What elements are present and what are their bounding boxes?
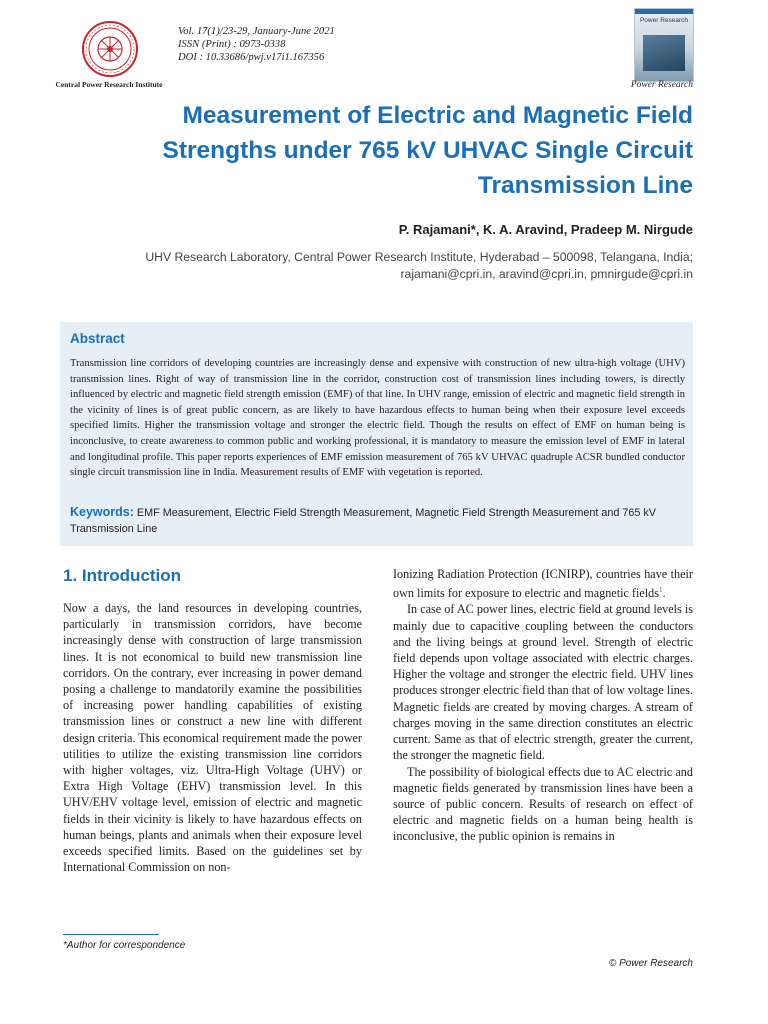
issn-info: ISSN (Print) : 0973-0338: [178, 39, 286, 50]
paragraph: In case of AC power lines, electric field at ground levels is mainly due to capacitive coupling between the conductors and the living beings at ground level. Strength of electric field depends upon voltage associated with electric charges. Higher the voltage and stronger the electric field. UHV lines produces stronger electric field than that of low voltage lines. Magnetic fields are created by moving charges. A stream of charges moving in the same direction constitutes an electric current. Same as that of electric strength, greater the current, the stronger the magnetic field.: [393, 602, 693, 763]
keywords-label: Keywords:: [70, 505, 134, 519]
column-right: [393, 566, 693, 845]
reference-link[interactable]: 1: [659, 586, 663, 595]
logo-caption: Central Power Research Institute: [55, 80, 163, 89]
column-left: [63, 600, 362, 875]
paragraph: Ionizing Radiation Protection (ICNIRP), countries have their own limits for exposure to electric and magnetic fields$^1$.: [393, 567, 693, 601]
keywords-text: EMF Measurement, Electric Field Strength Measurement, Magnetic Field Strength Measurement and 765 kV Transmission Line: [70, 507, 656, 535]
doi-info: DOI : 10.33686/pwj.v17i1.167356: [178, 52, 325, 63]
affiliation-address: UHV Research Laboratory, Central Power Research Institute, Hyderabad – 500098, Telangana, India;: [145, 250, 693, 264]
cover-illustration: [643, 35, 685, 71]
paragraph: The possibility of biological effects due to AC electric and magnetic fields generated by transmission lines have been a source of public concern. Results of research on effect of electric and magnetic fields on a human being health is inconclusive, the public opinion is remains in: [393, 764, 693, 844]
keywords: [70, 504, 685, 537]
cover-title: Power Research: [639, 17, 689, 24]
journal-label: Power Research: [630, 80, 693, 90]
affiliation: [120, 249, 693, 283]
volume-info: Vol. 17(1)/23-29, January-June 2021: [178, 26, 335, 37]
affiliation-emails: rajamani@cpri.in, aravind@cpri.in, pmnirgude@cpri.in: [400, 267, 693, 281]
paper-title: Measurement of Electric and Magnetic Field Strengths under 765 kV UHVAC Single Circuit Transmission Line: [162, 102, 693, 199]
journal-cover-image: [634, 8, 694, 82]
publication-meta: [178, 25, 335, 64]
section-heading-introduction: 1. Introduction: [63, 566, 182, 585]
footnote: *Author for correspondence: [63, 940, 186, 951]
author-list: P. Rajamani*, K. A. Aravind, Pradeep M. Nirgude: [398, 222, 693, 237]
abstract-text: Transmission line corridors of developing countries are increasingly dense and expensive with construction of new ultra-high voltage (UHV) transmission lines. Right of way of transmission line in the corridor, construction cost of transmission lines including towers, is directly influenced by electric and magnetic field strength emission (EMF) of that line. In UHV range, emission of electric and magnetic field strength in the vicinity of lines is of great public concern, as are likely to have hazardous effects to human being when their exposure level exceeds specified limits. Higher the transmission voltage and stronger the electric field. Though the results on effect of EMF on human being is inconclusive, to create awareness to common public and working professional, it is mandatory to measure the emission level of EMF in lateral and longitudinal profile. This paper reports experiences of EMF emission measurement of 765 kV UHVAC quadruple ACSR bundled conductor single circuit transmission line in India. Measurement results of EMF with vegetation is reported.: [70, 358, 685, 479]
cover-bar: [635, 9, 693, 14]
abstract-heading: Abstract: [70, 331, 125, 346]
paragraph: Now a days, the land resources in developing countries, particularly in transmission corridors, have become increasingly dense with construction of large transmission lines. It is not economical to build new transmission line corridors. On the contrary, ever increasing in power demand posing a challenge to mandatorily examine the possibilities of increasing power handling capabilities of existing transmission lines or construct a new line with different design criteria. This economical requirement made the power utilities to utilize the existing transmission line corridors with higher voltages, viz. Ultra-High Voltage (UHV) or Extra High Voltage (EHV) transmission level. In this UHV/EHV voltage level, emission of electric and magnetic fields in their vicinity is likely to have hazardous effects on human beings, plants and animals when their exposure level exceeds specified limits. Based on the guidelines set by International Commission on non-: [63, 601, 362, 875]
footnote-rule: [63, 934, 159, 935]
paragraph-text: Ionizing Radiation Protection (ICNIRP), countries have their own limits for exposure to electric and magnetic fields: [393, 567, 693, 601]
copyright: © Power Research: [608, 958, 693, 969]
